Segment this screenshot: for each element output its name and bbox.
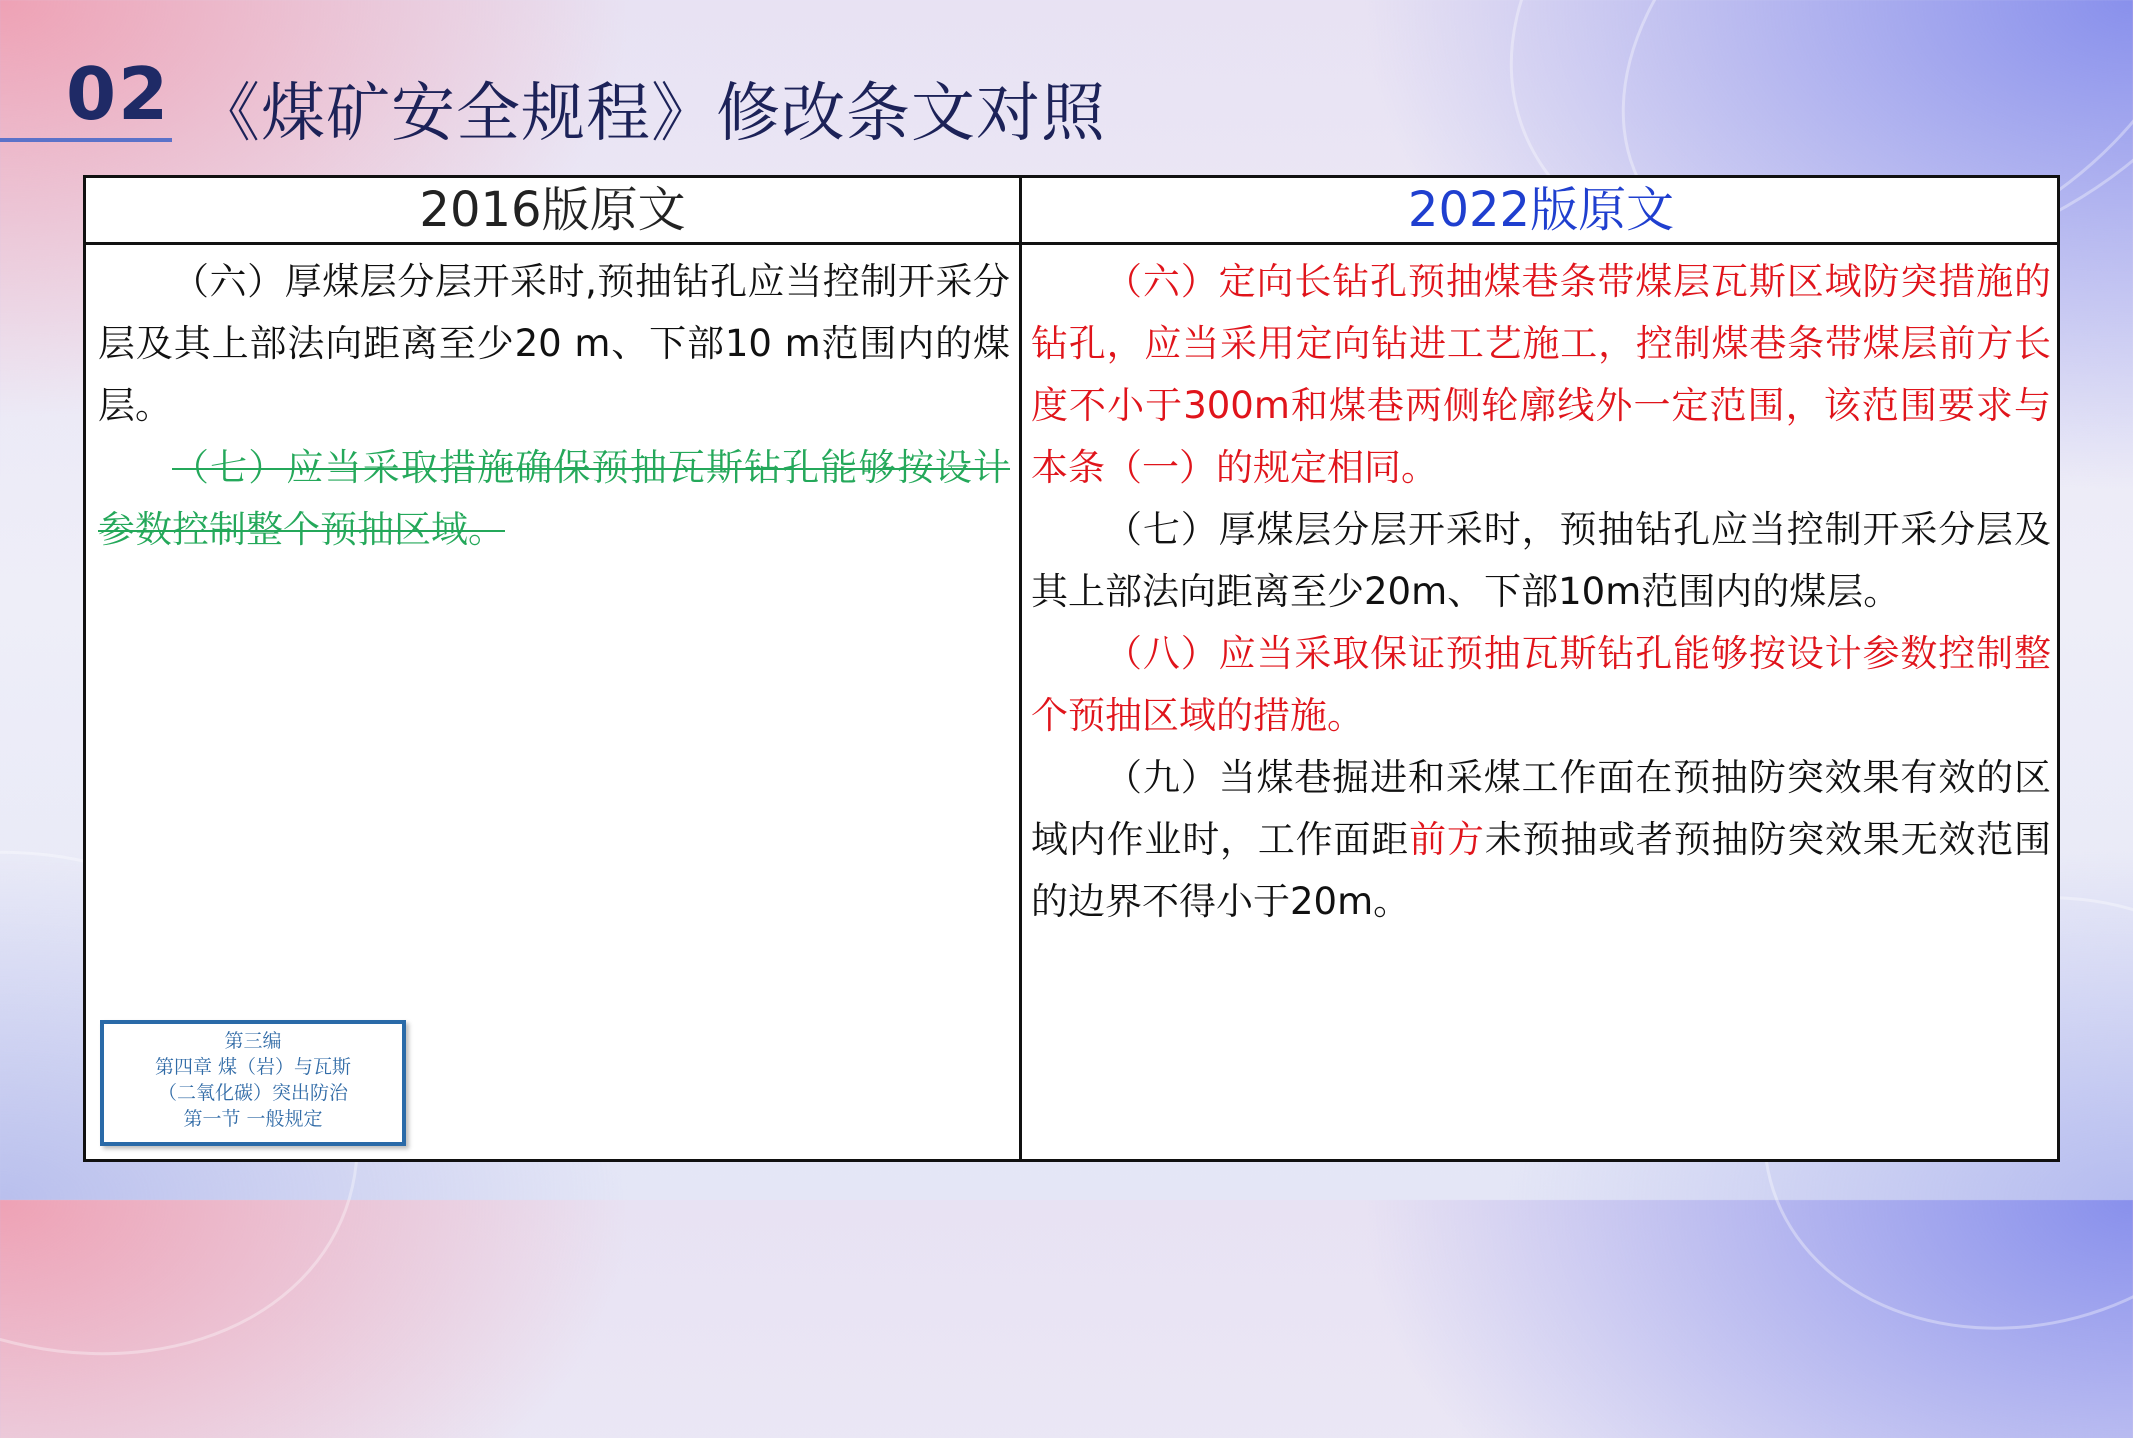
added-clause-paragraph: （六）定向长钻孔预抽煤巷条带煤层瓦斯区域防突措施的钻孔，应当采用定向钻进工艺施工，控制煤巷条带煤层前方长度不小于300m和煤巷两侧轮廓线外一定范围，该范围要求与本条（一）的规定相同。 bbox=[1031, 260, 2051, 489]
clause-paragraph: （七）厚煤层分层开采时，预抽钻孔应当控制开采分层及其上部法向距离至少20m、下部10m范围内的煤层。 bbox=[1031, 508, 2051, 613]
added-phrase: 前方 bbox=[1409, 818, 1485, 861]
deleted-clause-paragraph bbox=[98, 437, 1010, 561]
column-2022-text bbox=[1031, 251, 2051, 933]
column-2016-text bbox=[98, 251, 1010, 561]
deleted-clause-text: （七）应当采取措施确保预抽瓦斯钻孔能够按设计参数控制整个预抽区域。 bbox=[98, 446, 1010, 551]
chapter-reference-line: 第四章 煤（岩）与瓦斯 bbox=[154, 1056, 352, 1078]
comparison-table bbox=[83, 175, 2060, 1162]
column-header-2022: 2022版原文 bbox=[1407, 182, 1675, 238]
page-title: 《煤矿安全规程》修改条文对照 bbox=[196, 77, 1106, 151]
section-number: 02 bbox=[66, 52, 171, 136]
chapter-reference-line: 第三编 bbox=[224, 1030, 282, 1052]
clause-text-part: （九）当煤巷掘进和采煤工作面在预抽防突效果有效的区域内作业时，工作面距 bbox=[1031, 756, 2051, 861]
added-clause-paragraph: （八）应当采取保证预抽瓦斯钻孔能够按设计参数控制整个预抽区域的措施。 bbox=[1031, 632, 2051, 737]
clause-paragraph bbox=[1031, 747, 2051, 933]
clause-text-part: 未预抽或者预抽防突效果无效范围的边界不得小于20m。 bbox=[1031, 818, 2052, 923]
header-divider bbox=[86, 242, 2057, 245]
column-divider bbox=[1019, 178, 1022, 1159]
column-header-2016: 2016版原文 bbox=[419, 182, 686, 238]
chapter-reference-box bbox=[100, 1020, 406, 1146]
chapter-reference-line: 第一节 一般规定 bbox=[183, 1108, 323, 1130]
chapter-reference-line: （二氧化碳）突出防治 bbox=[157, 1082, 348, 1104]
clause-paragraph: （六）厚煤层分层开采时,预抽钻孔应当控制开采分层及其上部法向距离至少20 m、下部10 m范围内的煤层。 bbox=[98, 260, 1010, 427]
section-number-underline bbox=[0, 138, 172, 142]
